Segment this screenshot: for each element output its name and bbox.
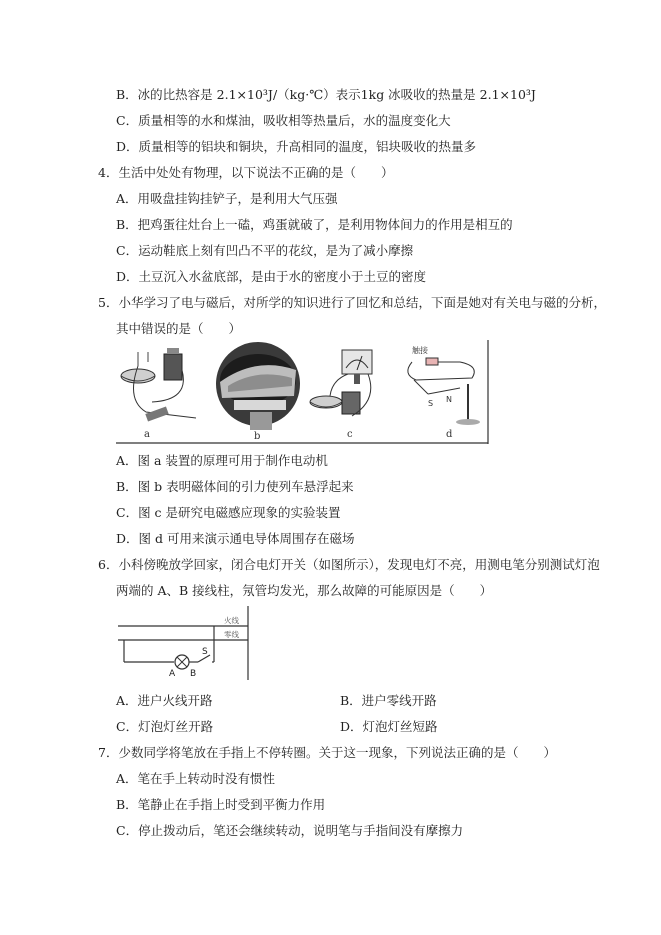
q6-option-d: D．灯泡灯丝短路	[340, 719, 438, 734]
q6-option-c: C．灯泡灯丝开路	[116, 719, 214, 734]
q5-figure-strip	[116, 340, 490, 444]
q6-stem-line2: 两端的 A、B 接线柱，氖管均发光，那么故障的可能原因是（ ）	[116, 583, 493, 598]
fig-c-label: c	[347, 429, 353, 440]
switch-label: S	[202, 647, 208, 657]
q5-option-c: C．图 c 是研究电磁感应现象的实验装置	[116, 505, 341, 520]
terminal-a-label: A	[169, 669, 176, 679]
q5-option-a: A．图 a 装置的原理可用于制作电动机	[116, 453, 328, 468]
q5-option-d: D．图 d 可用来演示通电导体周围存在磁场	[116, 531, 355, 546]
q5-stem-line2: 其中错误的是（ ）	[116, 321, 242, 336]
q7-stem: 7．少数同学将笔放在手指上不停转圈。关于这一现象，下列说法正确的是（ ）	[98, 745, 556, 760]
q6-option-b: B．进户零线开路	[340, 693, 437, 708]
q4-option-d: D．土豆沉入水盆底部，是由于水的密度小于土豆的密度	[116, 269, 427, 284]
svg-text:N: N	[446, 395, 452, 404]
svg-text:S: S	[428, 399, 434, 408]
q5-stem-line1: 5．小华学习了电与磁后，对所学的知识进行了回忆和总结，下面是她对有关电与磁的分析，	[98, 295, 606, 310]
q4-option-c: C．运动鞋底上刻有凹凸不平的花纹，是为了减小摩擦	[116, 243, 414, 258]
q6-stem-line1: 6．小科傍晚放学回家，闭合电灯开关（如图所示），发现电灯不亮，用测电笔分别测试灯泡	[98, 557, 600, 572]
q4-option-b: B．把鸡蛋往灶台上一磕，鸡蛋就破了，是利用物体间力的作用是相互的	[116, 217, 513, 232]
neutral-label: 零线	[224, 630, 239, 639]
q7-option-b: B．笔静止在手指上时受到平衡力作用	[116, 797, 326, 812]
fig-d-label: d	[446, 429, 453, 440]
q4-option-a: A．用吸盘挂钩挂铲子，是利用大气压强	[116, 191, 338, 206]
fig-b-label: b	[254, 431, 261, 442]
q3-option-c: C．质量相等的水和煤油，吸收相等热量后，水的温度变化大	[116, 113, 451, 128]
q3-option-b: B．冰的比热容是 2.1×10³J/（kg·℃）表示1kg 冰吸收的热量是 2.1×10³J	[116, 87, 536, 102]
terminal-b-label: B	[190, 669, 197, 679]
fig-d-touch-label: 触接	[412, 346, 428, 355]
q3-option-d: D．质量相等的铝块和铜块，升高相同的温度，铝块吸收的热量多	[116, 139, 477, 154]
q7-option-a: A．笔在手上转动时没有惯性	[116, 771, 276, 786]
q6-circuit-diagram	[116, 606, 254, 680]
fig-a-label: a	[144, 429, 150, 440]
live-label: 火线	[224, 616, 239, 625]
q6-option-a: A．进户火线开路	[116, 693, 213, 708]
q7-option-c: C．停止拨动后，笔还会继续转动，说明笔与手指间没有摩擦力	[116, 823, 464, 838]
q5-option-b: B．图 b 表明磁体间的引力使列车悬浮起来	[116, 479, 354, 494]
q4-stem: 4．生活中处处有物理，以下说法不正确的是（ ）	[98, 165, 394, 180]
